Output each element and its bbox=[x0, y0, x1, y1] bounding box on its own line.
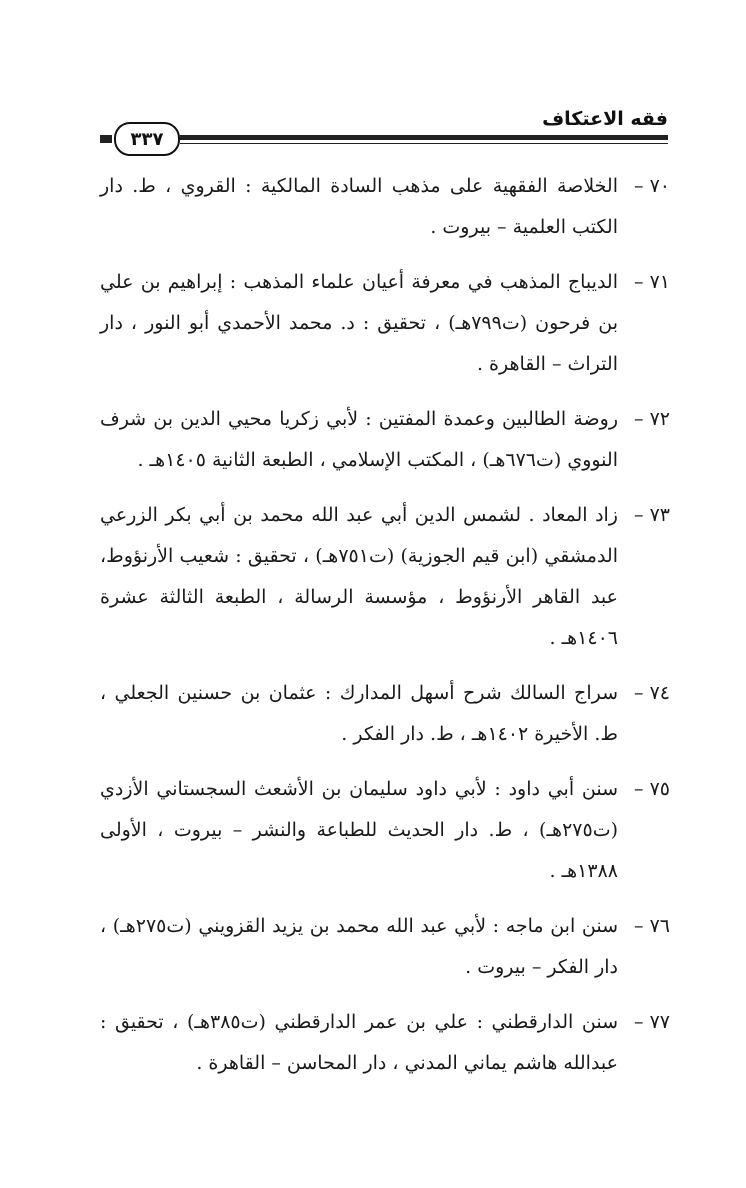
bibliography-entry bbox=[100, 262, 670, 385]
entry-number: ٧٤ – bbox=[634, 682, 670, 704]
entry-text: سنن الدارقطني : علي بن عمر الدارقطني (ت٣٨٥هـ) ، تحقيق : عبدالله هاشم يماني المدني ، دار المحاسن – القاهرة . bbox=[100, 1011, 618, 1074]
bibliography-entry bbox=[100, 399, 670, 481]
entry-number: ٧٦ – bbox=[634, 915, 670, 937]
entry-number: ٧٧ – bbox=[634, 1011, 670, 1033]
entry-number: ٧٣ – bbox=[634, 504, 670, 526]
entry-text: سنن ابن ماجه : لأبي عبد الله محمد بن يزيد القزويني (ت٢٧٥هـ) ، دار الفكر – بيروت . bbox=[100, 915, 619, 978]
running-title: فقه الاعتكاف bbox=[542, 108, 668, 130]
entry-text: الخلاصة الفقهية على مذهب السادة المالكية : القروي ، ط. دار الكتب العلمية – بيروت . bbox=[100, 175, 618, 238]
bibliography-entry bbox=[100, 673, 670, 755]
entry-text: الديباج المذهب في معرفة أعيان علماء المذهب : إبراهيم بن علي بن فرحون (ت٧٩٩هـ) ، تحقيق : د. محمد الأحمدي أبو النور ، دار التراث – القاهرة . bbox=[100, 271, 618, 375]
header-rule-thin bbox=[180, 143, 668, 144]
header-rule bbox=[180, 135, 668, 140]
bibliography-entry bbox=[100, 906, 670, 988]
bibliography-entry bbox=[100, 166, 670, 248]
entry-number: ٧٥ – bbox=[634, 778, 670, 800]
page-header bbox=[100, 108, 668, 158]
entry-number: ٧٢ – bbox=[634, 408, 670, 430]
page-number-badge: ٣٣٧ bbox=[114, 122, 180, 156]
entry-number: ٧٠ – bbox=[634, 175, 670, 197]
bibliography-entry bbox=[100, 495, 670, 659]
entry-text: روضة الطالبين وعمدة المفتين : لأبي زكريا محيي الدين بن شرف النووي (ت٦٧٦هـ) ، المكتب الإسلامي ، الطبعة الثانية ١٤٠٥هـ . bbox=[100, 408, 618, 471]
bibliography-list bbox=[100, 166, 670, 1098]
entry-text: سراج السالك شرح أسهل المدارك : عثمان بن حسنين الجعلي ، ط. الأخيرة ١٤٠٢هـ ، ط. دار الفكر . bbox=[100, 682, 618, 745]
bibliography-entry bbox=[100, 1002, 670, 1084]
entry-number: ٧١ – bbox=[634, 271, 670, 293]
header-rule-left bbox=[100, 135, 112, 143]
entry-text: سنن أبي داود : لأبي داود سليمان بن الأشعث السجستاني الأزدي (ت٢٧٥هـ) ، ط. دار الحديث للطباعة والنشر – بيروت ، الأولى ١٣٨٨هـ . bbox=[100, 778, 618, 882]
bibliography-entry bbox=[100, 769, 670, 892]
entry-text: زاد المعاد . لشمس الدين أبي عبد الله محمد بن أبي بكر الزرعي الدمشقي (ابن قيم الجوزية) (ت٧٥١هـ) ، تحقيق : شعيب الأرنؤوط، عبد القاهر الأرنؤوط ، مؤسسة الرسالة ، الطبعة الثالثة عشرة ١٤٠٦هـ . bbox=[100, 504, 618, 649]
